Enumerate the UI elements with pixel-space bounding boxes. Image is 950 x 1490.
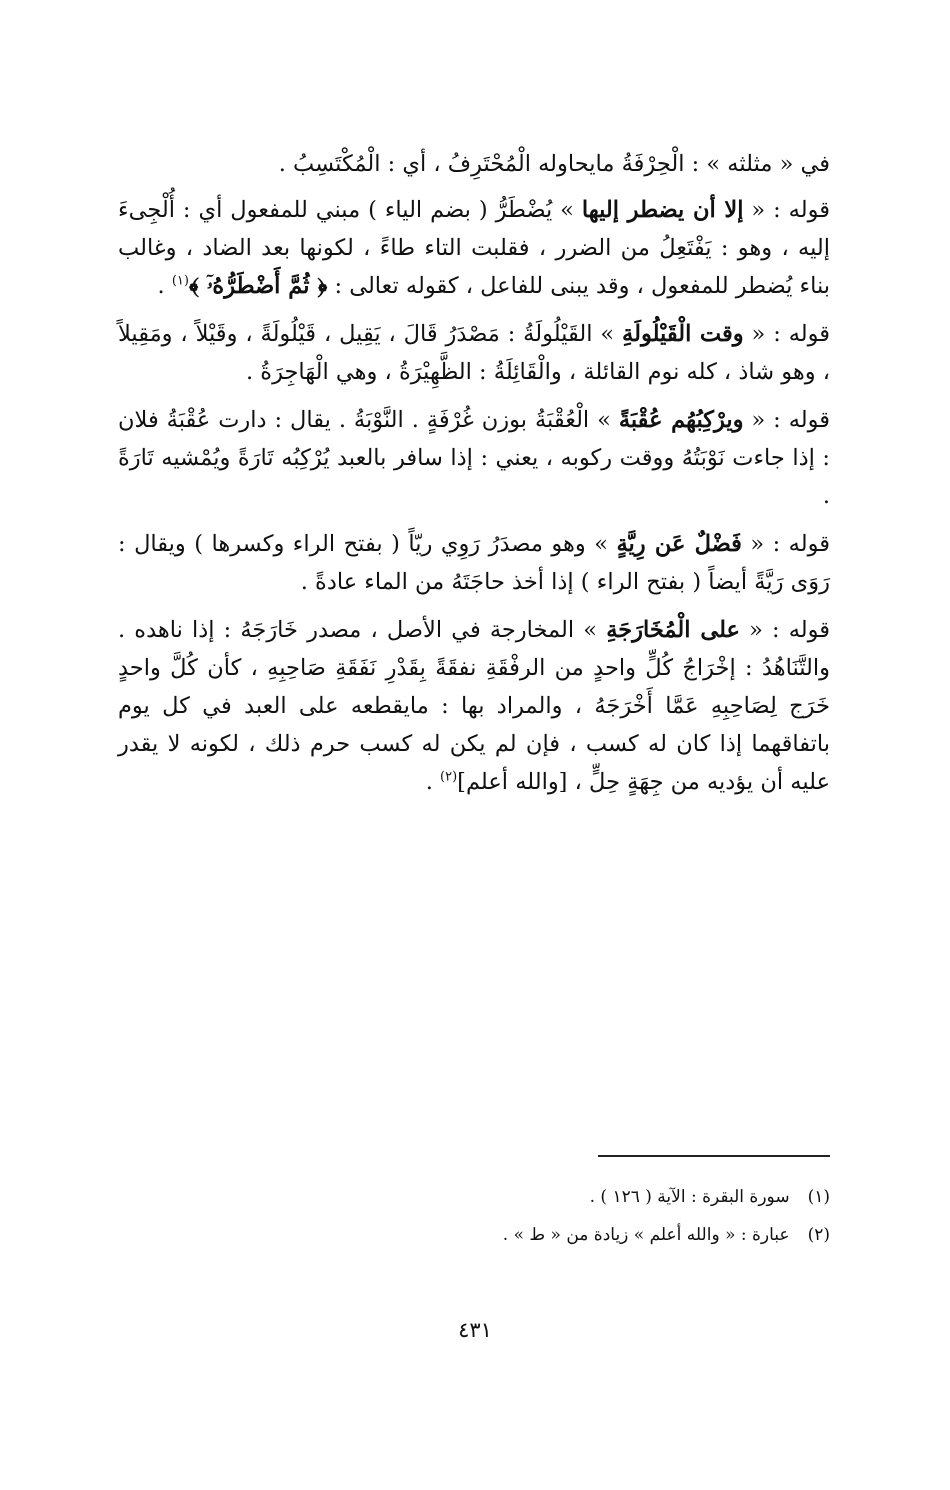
paragraph-1 bbox=[118, 145, 830, 183]
footnotes bbox=[118, 1178, 830, 1254]
quoted-term: فَضْلٌ عَن رِيَّةٍ bbox=[616, 531, 742, 557]
footnote-1 bbox=[118, 1178, 830, 1216]
paragraph-text: » يُضْطَرُّ ( بضم الياء ) مبني للمفعول أي : أُلْجِىءَ إليه ، وهو : يَفْتَعِلُ من الضرر ، فقلبت التاء طاءً ، لكونها بعد الضاد ، وغالب بناء يُضطر للمفعول ، وقد يبنى للفاعل ، كقوله تعالى : bbox=[118, 197, 830, 299]
paragraph-2 bbox=[118, 191, 830, 305]
quoted-term: ويرْكِبُهُم عُقْبَةً bbox=[618, 407, 744, 433]
paragraph-3 bbox=[118, 315, 830, 391]
quoted-term: وقت الْقَيْلُولَةِ bbox=[622, 321, 744, 347]
paragraph-text: » الْعُقْبَةُ بوزن غُرْفَةٍ . النَّوْبَةُ . يقال : دارت عُقْبَةُ فلان : إذا جاءت نَوْبَتُهُ ووقت ركوبه ، يعني : إذا سافر بالعبد يُرْكِبُه تَارَةً ويُمْشيه تَارَةً . bbox=[118, 407, 830, 509]
paragraph-end: . bbox=[425, 769, 441, 795]
footnote-divider bbox=[598, 1155, 830, 1157]
quoted-term: إلا أن يضطر إليها bbox=[581, 197, 744, 223]
footnote-2 bbox=[118, 1216, 830, 1254]
footnote-number: (١) bbox=[807, 1187, 830, 1207]
paragraph-6 bbox=[118, 611, 830, 801]
paragraph-4 bbox=[118, 401, 830, 515]
page-number: ٤٣١ bbox=[458, 1318, 492, 1342]
paragraph-text: قوله : « bbox=[743, 321, 830, 347]
paragraph-text: » المخارجة في الأصل ، مصدر خَارَجَهُ : إذا ناهده . والتَّنَاهُدُ : إخْرَاجُ كُلٍّ واحدٍ من الرفْقَةِ نفقَةً بِقَدْرِ نَفَقَةِ صَاحِبِهِ ، كأن كُلَّ واحدٍ خَرَج لِصَاحِبِهِ عَمَّا أَخْرَجَهُ ، والمراد بها : مايقطعه على العبد في كل يوم باتفاقهما إذا كان له كسب ، فإن لم يكن له كسب حرم ذلك ، لكونه لا يقدر عليه أن يؤديه من جِهَةٍ حِلٍّ ، [والله أعلم] bbox=[118, 617, 830, 795]
footnote-marker: (٢) bbox=[440, 769, 458, 785]
footnote-number: (٢) bbox=[807, 1225, 830, 1245]
quran-verse: ﴿ ثُمَّ أَضْطَرُّهُۥٓ ﴾ bbox=[188, 273, 328, 299]
paragraph-text: قوله : « bbox=[743, 407, 830, 433]
paragraph-text: قوله : « bbox=[743, 197, 830, 223]
main-text bbox=[118, 145, 830, 811]
paragraph-text: في « مثلثه » : الْحِرْفَةُ مايحاوله الْمُحْتَرِفُ ، أي : الْمُكْتَسِبُ . bbox=[278, 151, 830, 177]
footnote-marker: (١) bbox=[171, 273, 189, 289]
footnote-text: عبارة : « والله أعلم » زيادة من « ط » . bbox=[502, 1225, 790, 1245]
paragraph-text: قوله : « bbox=[741, 531, 830, 557]
paragraph-text: » القَيْلُولَةُ : مَصْدَرُ قَالَ ، يَقِيل ، قَيْلُولَةً ، وقَيْلاً ، ومَقِيلاً ، وهو شاذ ، كله نوم القائلة ، والْقَائِلَةُ : الظَّهِيْرَةُ ، وهي الْهَاجِرَةُ . bbox=[118, 321, 830, 385]
paragraph-text: قوله : « bbox=[739, 617, 830, 643]
footnote-text: سورة البقرة : الآية ( ١٢٦ ) . bbox=[589, 1187, 790, 1207]
paragraph-text: » وهو مصدَرُ رَوِي ريّاً ( بفتح الراء وكسرها ) ويقال : رَوَى رَيَّةً أيضاً ( بفتح الراء ) إذا أخذ حاجَتَهُ من الماء عادةً . bbox=[118, 531, 830, 595]
paragraph-end: . bbox=[157, 273, 172, 299]
quoted-term: على الْمُخَارَجَةِ bbox=[606, 617, 740, 643]
paragraph-5 bbox=[118, 525, 830, 601]
